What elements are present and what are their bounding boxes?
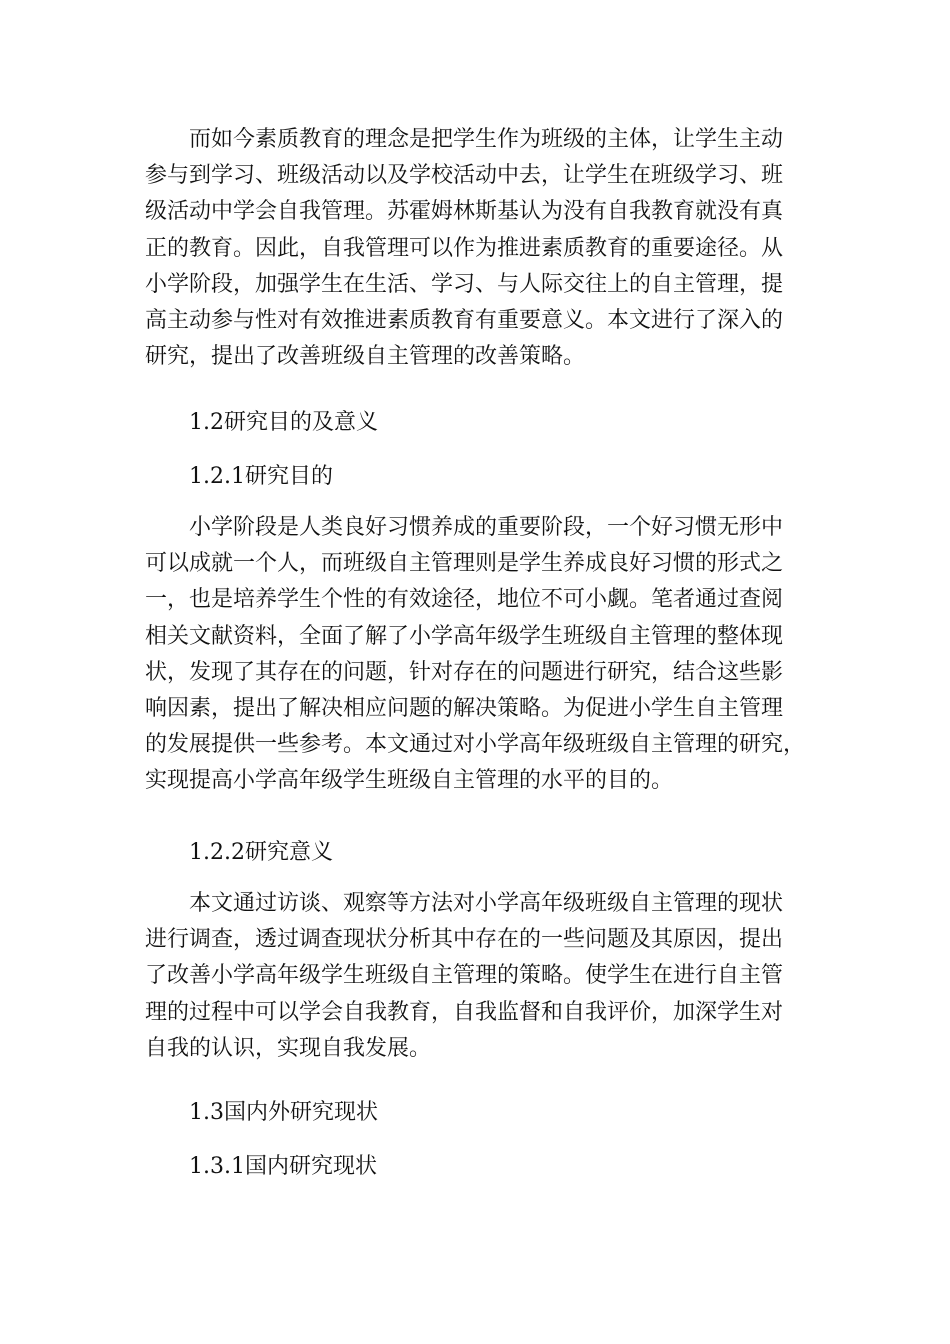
subsection-heading: 1.2.1研究目的 xyxy=(189,464,333,489)
paragraph-research-purpose xyxy=(145,510,805,800)
paragraph-line: 小学阶段是人类良好习惯养成的重要阶段，一个好习惯无形中 xyxy=(189,515,784,540)
paragraph-line: 可以成就一个人，而班级自主管理则是学生养成良好习惯的形式之 xyxy=(145,551,784,577)
paragraph-line: 一，也是培养学生个性的有效途径，地位不可小觑。笔者通过查阅 xyxy=(145,587,784,613)
paragraph-line: 状，发现了其存在的问题，针对存在的问题进行研究，结合这些影 xyxy=(145,659,784,685)
subsection-heading: 1.2.2研究意义 xyxy=(189,840,333,865)
paragraph-line: 进行调查，透过调查现状分析其中存在的一些问题及其原因，提出 xyxy=(145,927,784,953)
paragraph-line: 参与到学习、班级活动以及学校活动中去，让学生在班级学习、班 xyxy=(145,163,784,189)
paragraph-line: 的发展提供一些参考。本文通过对小学高年级班级自主管理的研究， xyxy=(145,732,806,758)
paragraph-line: 实现提高小学高年级学生班级自主管理的水平的目的。 xyxy=(145,768,674,794)
subsection-heading: 1.3.1国内研究现状 xyxy=(189,1154,377,1179)
section-heading: 1.3国内外研究现状 xyxy=(189,1100,378,1125)
paragraph-background xyxy=(145,122,805,375)
paragraph-research-significance xyxy=(145,886,805,1067)
paragraph-line: 本文通过访谈、观察等方法对小学高年级班级自主管理的现状 xyxy=(189,891,784,916)
paragraph-line: 理的过程中可以学会自我教育，自我监督和自我评价，加深学生对 xyxy=(145,999,784,1025)
section-heading: 1.2研究目的及意义 xyxy=(189,410,378,435)
paragraph-line: 相关文献资料，全面了解了小学高年级学生班级自主管理的整体现 xyxy=(145,623,784,649)
paragraph-line: 响因素，提出了解决相应问题的解决策略。为促进小学生自主管理 xyxy=(145,695,784,721)
paragraph-line: 正的教育。因此，自我管理可以作为推进素质教育的重要途径。从 xyxy=(145,235,784,261)
paragraph-line: 了改善小学高年级学生班级自主管理的策略。使学生在进行自主管 xyxy=(145,963,784,989)
paragraph-line: 级活动中学会自我管理。苏霍姆林斯基认为没有自我教育就没有真 xyxy=(145,199,784,225)
paragraph-line: 研究，提出了改善班级自主管理的改善策略。 xyxy=(145,344,586,370)
paragraph-line: 高主动参与性对有效推进素质教育有重要意义。本文进行了深入的 xyxy=(145,307,784,333)
paragraph-line: 自我的认识，实现自我发展。 xyxy=(145,1035,432,1061)
paragraph-line: 而如今素质教育的理念是把学生作为班级的主体，让学生主动 xyxy=(189,127,784,152)
paragraph-line: 小学阶段，加强学生在生活、学习、与人际交往上的自主管理，提 xyxy=(145,271,784,297)
